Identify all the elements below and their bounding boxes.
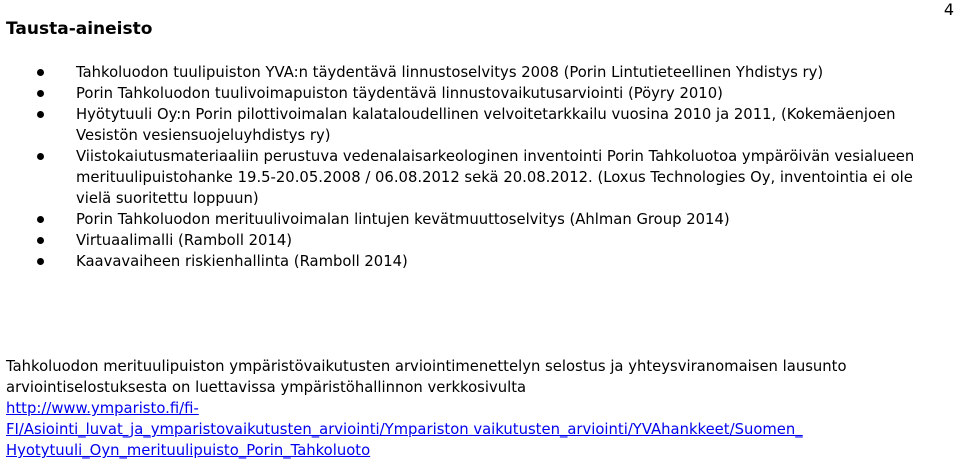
source-link[interactable]: http://www.ymparisto.fi/fi- FI/Asiointi_luvat_ja_ymparistovaikutusten_arviointi/Ympariston vaikutusten_arviointi/YVAhankkeet/Suomen_ Hyotytuuli_Oyn_merituulipuisto_Porin_Tahkoluoto: [6, 400, 803, 459]
footer-paragraph: [6, 356, 956, 461]
bullet-icon: [37, 258, 44, 265]
list-item: Viistokaiutusmateriaaliin perustuva vedenalaisarkeologinen inventointi Porin Tahkoluotoa ympäröivän vesialueen merituulipuistohanke 19.5-20.05.2008 / 06.08.2012 sekä 20.08.2012. (Loxus Technologies Oy, inventointia ei ole vielä suoritettu loppuun): [0, 146, 960, 209]
list-item: Porin Tahkoluodon merituulivoimalan lintujen kevätmuuttoselvitys (Ahlman Group 2014): [0, 209, 960, 230]
list-item: Porin Tahkoluodon tuulivoimapuiston täydentävä linnustovaikutusarviointi (Pöyry 2010): [0, 83, 960, 104]
bullet-icon: [37, 111, 44, 118]
page-title: Tausta-aineisto: [6, 19, 153, 39]
bullet-icon: [37, 153, 44, 160]
footer-text: Tahkoluodon merituulipuiston ympäristövaikutusten arviointimenettelyn selostus ja yhteysviranomaisen lausunto arviointiselostuksesta on luettavissa ympäristöhallinnon verkkosivulta: [6, 358, 847, 396]
page-number: 4: [943, 0, 954, 19]
bullet-icon: [37, 237, 44, 244]
list-item: Hyötytuuli Oy:n Porin pilottivoimalan kalataloudellinen velvoitetarkkailu vuosina 2010 ja 2011, (Kokemäenjoen Vesistön vesiensuojeluyhdistys ry): [0, 104, 960, 146]
bullet-icon: [37, 216, 44, 223]
bullet-icon: [37, 90, 44, 97]
list-item: Kaavavaiheen riskienhallinta (Ramboll 2014): [0, 251, 960, 272]
bullet-icon: [37, 69, 44, 76]
list-item: Tahkoluodon tuulipuiston YVA:n täydentävä linnustoselvitys 2008 (Porin Lintutieteellinen Yhdistys ry): [0, 62, 960, 83]
list-item: Virtuaalimalli (Ramboll 2014): [0, 230, 960, 251]
background-material-list: [0, 62, 960, 272]
